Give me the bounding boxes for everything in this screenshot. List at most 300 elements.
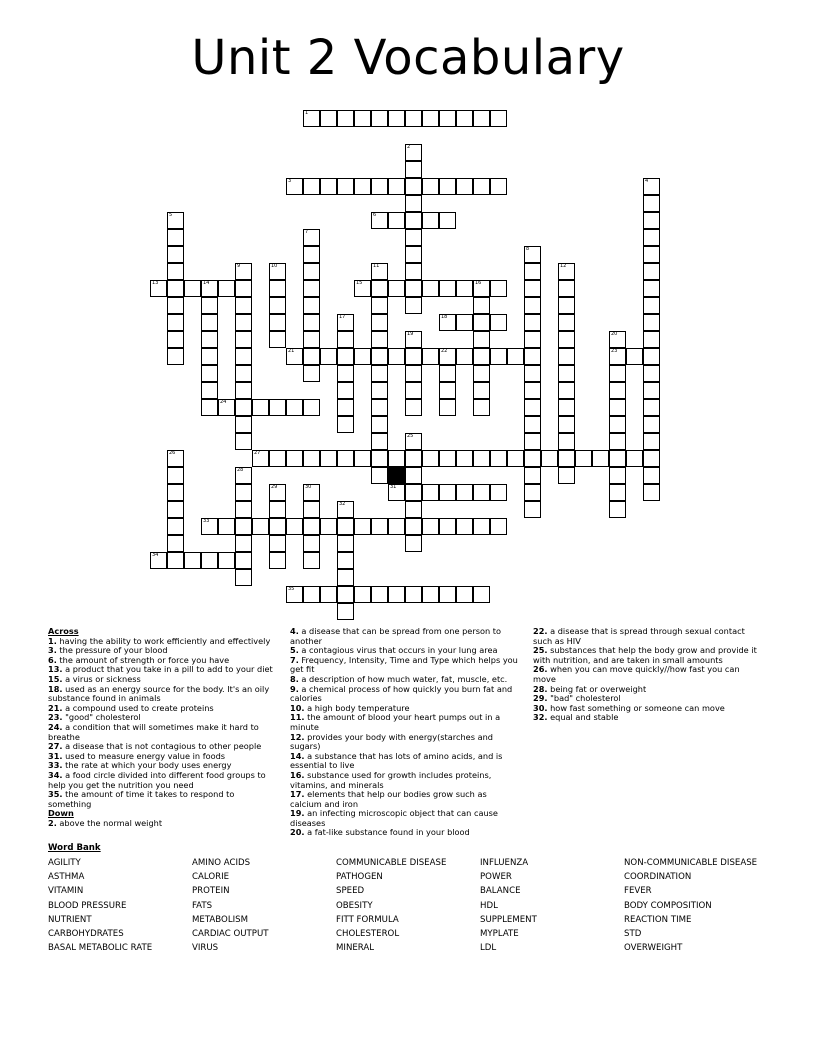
grid-cell[interactable] xyxy=(609,433,626,450)
grid-cell[interactable] xyxy=(609,348,626,365)
grid-cell[interactable] xyxy=(541,450,558,467)
grid-cell[interactable] xyxy=(439,348,456,365)
grid-cell[interactable] xyxy=(405,195,422,212)
grid-cell[interactable] xyxy=(626,450,643,467)
grid-cell[interactable] xyxy=(473,365,490,382)
grid-cell[interactable] xyxy=(524,331,541,348)
grid-cell[interactable] xyxy=(320,586,337,603)
grid-cell[interactable] xyxy=(405,365,422,382)
grid-cell[interactable] xyxy=(507,450,524,467)
grid-cell[interactable] xyxy=(235,484,252,501)
grid-cell[interactable] xyxy=(456,110,473,127)
grid-cell[interactable] xyxy=(235,280,252,297)
grid-cell[interactable] xyxy=(609,331,626,348)
grid-cell[interactable] xyxy=(167,246,184,263)
grid-cell[interactable] xyxy=(371,348,388,365)
grid-cell[interactable] xyxy=(609,501,626,518)
grid-cell[interactable] xyxy=(269,263,286,280)
grid-cell[interactable] xyxy=(388,484,405,501)
grid-cell[interactable] xyxy=(643,297,660,314)
grid-cell[interactable] xyxy=(422,348,439,365)
grid-cell[interactable] xyxy=(303,110,320,127)
grid-cell[interactable] xyxy=(507,348,524,365)
grid-cell[interactable] xyxy=(320,450,337,467)
grid-cell[interactable] xyxy=(371,331,388,348)
grid-cell[interactable] xyxy=(456,348,473,365)
grid-cell[interactable] xyxy=(286,348,303,365)
grid-cell[interactable] xyxy=(405,331,422,348)
grid-cell[interactable] xyxy=(167,280,184,297)
grid-cell[interactable] xyxy=(643,314,660,331)
grid-cell[interactable] xyxy=(422,280,439,297)
grid-cell[interactable] xyxy=(524,263,541,280)
grid-cell[interactable] xyxy=(558,399,575,416)
grid-cell[interactable] xyxy=(235,518,252,535)
grid-cell[interactable] xyxy=(337,501,354,518)
grid-cell[interactable] xyxy=(320,348,337,365)
grid-cell[interactable] xyxy=(252,518,269,535)
grid-cell[interactable] xyxy=(456,586,473,603)
grid-cell[interactable] xyxy=(167,501,184,518)
grid-cell[interactable] xyxy=(388,518,405,535)
grid-cell[interactable] xyxy=(235,365,252,382)
grid-cell[interactable] xyxy=(439,484,456,501)
grid-cell[interactable] xyxy=(303,518,320,535)
grid-cell[interactable] xyxy=(303,484,320,501)
grid-cell[interactable] xyxy=(626,348,643,365)
grid-cell[interactable] xyxy=(643,263,660,280)
grid-cell[interactable] xyxy=(269,450,286,467)
grid-cell[interactable] xyxy=(167,331,184,348)
grid-cell[interactable] xyxy=(524,433,541,450)
grid-cell[interactable] xyxy=(405,433,422,450)
grid-cell[interactable] xyxy=(320,178,337,195)
grid-cell[interactable] xyxy=(643,331,660,348)
grid-cell[interactable] xyxy=(473,518,490,535)
grid-cell[interactable] xyxy=(439,382,456,399)
grid-cell[interactable] xyxy=(388,212,405,229)
grid-cell[interactable] xyxy=(303,314,320,331)
grid-cell[interactable] xyxy=(405,586,422,603)
grid-cell[interactable] xyxy=(524,382,541,399)
grid-cell[interactable] xyxy=(388,450,405,467)
grid-cell[interactable] xyxy=(201,331,218,348)
grid-cell[interactable] xyxy=(609,450,626,467)
grid-cell[interactable] xyxy=(201,552,218,569)
grid-cell[interactable] xyxy=(524,246,541,263)
grid-cell[interactable] xyxy=(643,416,660,433)
grid-cell[interactable] xyxy=(150,280,167,297)
grid-cell[interactable] xyxy=(201,280,218,297)
grid-cell[interactable] xyxy=(167,314,184,331)
grid-cell[interactable] xyxy=(337,331,354,348)
grid-cell[interactable] xyxy=(405,518,422,535)
grid-cell[interactable] xyxy=(235,416,252,433)
grid-cell[interactable] xyxy=(643,229,660,246)
grid-cell[interactable] xyxy=(473,382,490,399)
grid-cell[interactable] xyxy=(490,178,507,195)
grid-cell[interactable] xyxy=(167,484,184,501)
grid-cell[interactable] xyxy=(558,297,575,314)
grid-cell[interactable] xyxy=(473,110,490,127)
grid-cell[interactable] xyxy=(235,297,252,314)
grid-cell[interactable] xyxy=(490,450,507,467)
grid-cell[interactable] xyxy=(167,348,184,365)
grid-cell[interactable] xyxy=(490,348,507,365)
grid-cell[interactable] xyxy=(303,586,320,603)
grid-cell[interactable] xyxy=(371,518,388,535)
grid-cell[interactable] xyxy=(473,280,490,297)
grid-cell[interactable] xyxy=(303,331,320,348)
grid-cell[interactable] xyxy=(269,552,286,569)
grid-cell[interactable] xyxy=(405,280,422,297)
grid-cell[interactable] xyxy=(235,399,252,416)
grid-cell[interactable] xyxy=(286,518,303,535)
grid-cell[interactable] xyxy=(303,501,320,518)
grid-cell[interactable] xyxy=(269,314,286,331)
grid-cell[interactable] xyxy=(337,382,354,399)
grid-cell[interactable] xyxy=(422,518,439,535)
grid-cell[interactable] xyxy=(405,382,422,399)
grid-cell[interactable] xyxy=(558,450,575,467)
grid-cell[interactable] xyxy=(388,110,405,127)
grid-cell[interactable] xyxy=(643,195,660,212)
grid-cell[interactable] xyxy=(405,263,422,280)
grid-cell[interactable] xyxy=(303,535,320,552)
grid-cell[interactable] xyxy=(439,518,456,535)
grid-cell[interactable] xyxy=(643,365,660,382)
grid-cell[interactable] xyxy=(473,348,490,365)
grid-cell[interactable] xyxy=(337,110,354,127)
grid-cell[interactable] xyxy=(252,450,269,467)
grid-cell[interactable] xyxy=(235,467,252,484)
grid-cell[interactable] xyxy=(235,263,252,280)
grid-cell[interactable] xyxy=(473,297,490,314)
grid-cell[interactable] xyxy=(405,535,422,552)
grid-cell[interactable] xyxy=(405,501,422,518)
grid-cell[interactable] xyxy=(405,348,422,365)
grid-cell[interactable] xyxy=(558,365,575,382)
grid-cell[interactable] xyxy=(473,450,490,467)
grid-cell[interactable] xyxy=(524,365,541,382)
grid-cell[interactable] xyxy=(354,348,371,365)
grid-cell[interactable] xyxy=(371,467,388,484)
grid-cell[interactable] xyxy=(524,450,541,467)
grid-cell[interactable] xyxy=(490,280,507,297)
grid-cell[interactable] xyxy=(558,280,575,297)
grid-cell[interactable] xyxy=(201,518,218,535)
grid-cell[interactable] xyxy=(473,331,490,348)
grid-cell[interactable] xyxy=(473,178,490,195)
grid-cell[interactable] xyxy=(269,331,286,348)
grid-cell[interactable] xyxy=(388,586,405,603)
grid-cell[interactable] xyxy=(439,365,456,382)
grid-cell[interactable] xyxy=(456,518,473,535)
grid-cell[interactable] xyxy=(558,263,575,280)
grid-cell[interactable] xyxy=(643,433,660,450)
clue-item-text: provides your body with energy(starches and sugars) xyxy=(290,731,493,752)
grid-cell[interactable] xyxy=(201,348,218,365)
grid-cell[interactable] xyxy=(167,450,184,467)
grid-cell[interactable] xyxy=(422,586,439,603)
grid-cell[interactable] xyxy=(303,552,320,569)
grid-cell[interactable] xyxy=(303,280,320,297)
grid-cell[interactable] xyxy=(643,399,660,416)
grid-cell[interactable] xyxy=(371,433,388,450)
grid-cell[interactable] xyxy=(303,297,320,314)
grid-cell[interactable] xyxy=(303,229,320,246)
grid-cell[interactable] xyxy=(201,382,218,399)
grid-cell[interactable] xyxy=(643,467,660,484)
grid-cell[interactable] xyxy=(184,552,201,569)
grid-cell[interactable] xyxy=(337,535,354,552)
grid-cell[interactable] xyxy=(422,450,439,467)
grid-cell[interactable] xyxy=(235,382,252,399)
grid-cell[interactable] xyxy=(609,484,626,501)
grid-cell[interactable] xyxy=(269,518,286,535)
grid-cell[interactable] xyxy=(286,450,303,467)
clue-number: 22 xyxy=(441,348,448,354)
grid-cell[interactable] xyxy=(354,518,371,535)
grid-cell[interactable] xyxy=(320,518,337,535)
grid-cell[interactable] xyxy=(167,552,184,569)
grid-cell[interactable] xyxy=(303,399,320,416)
grid-cell[interactable] xyxy=(337,314,354,331)
grid-cell[interactable] xyxy=(643,450,660,467)
word-bank-item: CALORIE xyxy=(192,872,230,883)
grid-cell[interactable] xyxy=(371,399,388,416)
grid-cell[interactable] xyxy=(643,178,660,195)
grid-cell[interactable] xyxy=(422,484,439,501)
grid-cell[interactable] xyxy=(439,314,456,331)
grid-cell[interactable] xyxy=(201,314,218,331)
grid-cell[interactable] xyxy=(371,586,388,603)
grid-cell[interactable] xyxy=(371,297,388,314)
grid-cell[interactable] xyxy=(371,382,388,399)
grid-cell[interactable] xyxy=(269,297,286,314)
grid-cell[interactable] xyxy=(439,280,456,297)
grid-cell[interactable] xyxy=(558,348,575,365)
grid-cell[interactable] xyxy=(405,229,422,246)
grid-cell[interactable] xyxy=(167,535,184,552)
grid-cell[interactable] xyxy=(201,297,218,314)
grid-cell[interactable] xyxy=(524,297,541,314)
grid-cell[interactable] xyxy=(337,603,354,620)
grid-cell[interactable] xyxy=(439,110,456,127)
grid-cell[interactable] xyxy=(354,178,371,195)
clue-item xyxy=(533,713,765,723)
grid-cell[interactable] xyxy=(490,110,507,127)
grid-cell[interactable] xyxy=(371,450,388,467)
grid-cell[interactable] xyxy=(405,450,422,467)
grid-cell[interactable] xyxy=(167,518,184,535)
grid-cell[interactable] xyxy=(439,399,456,416)
grid-cell[interactable] xyxy=(643,348,660,365)
grid-cell[interactable] xyxy=(337,365,354,382)
grid-cell[interactable] xyxy=(558,416,575,433)
grid-cell[interactable] xyxy=(235,348,252,365)
grid-cell[interactable] xyxy=(371,110,388,127)
grid-cell[interactable] xyxy=(609,416,626,433)
word-bank-item: OVERWEIGHT xyxy=(624,943,683,954)
grid-cell[interactable] xyxy=(524,348,541,365)
grid-cell[interactable] xyxy=(405,399,422,416)
grid-cell[interactable] xyxy=(337,450,354,467)
across-clue-list xyxy=(48,637,280,810)
grid-cell[interactable] xyxy=(524,416,541,433)
grid-cell[interactable] xyxy=(609,382,626,399)
grid-cell[interactable] xyxy=(303,365,320,382)
grid-cell[interactable] xyxy=(235,552,252,569)
grid-cell[interactable] xyxy=(388,178,405,195)
grid-cell[interactable] xyxy=(405,212,422,229)
grid-cell[interactable] xyxy=(218,399,235,416)
grid-cell[interactable] xyxy=(371,212,388,229)
grid-cell[interactable] xyxy=(337,518,354,535)
grid-cell[interactable] xyxy=(643,382,660,399)
grid-cell[interactable] xyxy=(439,586,456,603)
grid-cell[interactable] xyxy=(609,467,626,484)
clue-item-number: 4. xyxy=(290,626,299,636)
clue-item xyxy=(290,790,518,809)
grid-cell[interactable] xyxy=(269,280,286,297)
grid-cell[interactable] xyxy=(405,246,422,263)
grid-cell[interactable] xyxy=(524,314,541,331)
grid-cell[interactable] xyxy=(303,178,320,195)
grid-cell[interactable] xyxy=(524,467,541,484)
grid-cell[interactable] xyxy=(558,331,575,348)
grid-cell[interactable] xyxy=(269,399,286,416)
grid-cell[interactable] xyxy=(286,178,303,195)
grid-cell[interactable] xyxy=(167,297,184,314)
grid-cell[interactable] xyxy=(320,110,337,127)
grid-cell[interactable] xyxy=(354,280,371,297)
grid-cell[interactable] xyxy=(405,484,422,501)
grid-cell[interactable] xyxy=(405,144,422,161)
grid-cell[interactable] xyxy=(558,467,575,484)
grid-cell[interactable] xyxy=(201,365,218,382)
grid-cell[interactable] xyxy=(473,586,490,603)
grid-cell[interactable] xyxy=(167,229,184,246)
grid-cell[interactable] xyxy=(235,433,252,450)
grid-cell[interactable] xyxy=(609,399,626,416)
grid-cell[interactable] xyxy=(371,365,388,382)
grid-cell[interactable] xyxy=(337,552,354,569)
grid-cell[interactable] xyxy=(337,178,354,195)
grid-cell[interactable] xyxy=(354,110,371,127)
grid-cell[interactable] xyxy=(473,314,490,331)
grid-cell[interactable] xyxy=(337,569,354,586)
grid-cell[interactable] xyxy=(456,450,473,467)
grid-cell[interactable] xyxy=(167,467,184,484)
grid-cell[interactable] xyxy=(218,518,235,535)
grid-cell[interactable] xyxy=(201,399,218,416)
grid-cell[interactable] xyxy=(269,484,286,501)
grid-cell[interactable] xyxy=(422,110,439,127)
grid-cell[interactable] xyxy=(235,501,252,518)
grid-cell[interactable] xyxy=(422,178,439,195)
grid-cell[interactable] xyxy=(643,280,660,297)
grid-cell[interactable] xyxy=(490,518,507,535)
grid-cell[interactable] xyxy=(218,552,235,569)
grid-cell[interactable] xyxy=(337,416,354,433)
grid-cell[interactable] xyxy=(218,280,235,297)
grid-cell[interactable] xyxy=(575,450,592,467)
grid-cell[interactable] xyxy=(456,484,473,501)
grid-cell[interactable] xyxy=(643,484,660,501)
grid-cell[interactable] xyxy=(405,161,422,178)
grid-cell[interactable] xyxy=(456,178,473,195)
grid-cell[interactable] xyxy=(473,399,490,416)
grid-cell[interactable] xyxy=(269,535,286,552)
grid-cell[interactable] xyxy=(371,280,388,297)
grid-cell[interactable] xyxy=(286,399,303,416)
grid-cell[interactable] xyxy=(490,314,507,331)
grid-cell[interactable] xyxy=(235,569,252,586)
grid-cell[interactable] xyxy=(167,263,184,280)
grid-cell[interactable] xyxy=(439,178,456,195)
grid-cell[interactable] xyxy=(303,246,320,263)
grid-cell[interactable] xyxy=(303,348,320,365)
grid-cell[interactable] xyxy=(235,314,252,331)
grid-cell[interactable] xyxy=(286,586,303,603)
grid-cell[interactable] xyxy=(456,314,473,331)
grid-cell[interactable] xyxy=(422,212,439,229)
grid-cell[interactable] xyxy=(609,365,626,382)
grid-cell[interactable] xyxy=(473,484,490,501)
grid-cell[interactable] xyxy=(456,280,473,297)
grid-cell[interactable] xyxy=(184,280,201,297)
grid-cell[interactable] xyxy=(439,450,456,467)
grid-cell[interactable] xyxy=(303,263,320,280)
grid-cell[interactable] xyxy=(337,586,354,603)
grid-cell[interactable] xyxy=(337,348,354,365)
grid-cell[interactable] xyxy=(388,280,405,297)
grid-cell[interactable] xyxy=(405,178,422,195)
grid-cell[interactable] xyxy=(371,416,388,433)
grid-cell[interactable] xyxy=(592,450,609,467)
grid-cell[interactable] xyxy=(558,433,575,450)
grid-cell[interactable] xyxy=(558,382,575,399)
grid-cell[interactable] xyxy=(167,212,184,229)
grid-cell[interactable] xyxy=(405,110,422,127)
grid-cell[interactable] xyxy=(150,552,167,569)
grid-cell[interactable] xyxy=(524,399,541,416)
grid-cell[interactable] xyxy=(252,399,269,416)
grid-cell[interactable] xyxy=(524,280,541,297)
grid-cell[interactable] xyxy=(558,314,575,331)
grid-cell[interactable] xyxy=(371,178,388,195)
grid-cell[interactable] xyxy=(490,484,507,501)
grid-cell[interactable] xyxy=(337,399,354,416)
grid-cell[interactable] xyxy=(303,450,320,467)
grid-cell[interactable] xyxy=(354,450,371,467)
grid-cell[interactable] xyxy=(371,263,388,280)
grid-cell[interactable] xyxy=(643,246,660,263)
grid-cell[interactable] xyxy=(371,314,388,331)
grid-cell[interactable] xyxy=(405,297,422,314)
grid-cell[interactable] xyxy=(405,467,422,484)
grid-cell[interactable] xyxy=(643,212,660,229)
grid-cell[interactable] xyxy=(524,501,541,518)
grid-cell[interactable] xyxy=(354,586,371,603)
grid-cell[interactable] xyxy=(235,331,252,348)
grid-cell[interactable] xyxy=(524,484,541,501)
grid-cell[interactable] xyxy=(388,348,405,365)
grid-cell[interactable] xyxy=(235,535,252,552)
grid-cell[interactable] xyxy=(269,501,286,518)
grid-cell[interactable] xyxy=(439,212,456,229)
